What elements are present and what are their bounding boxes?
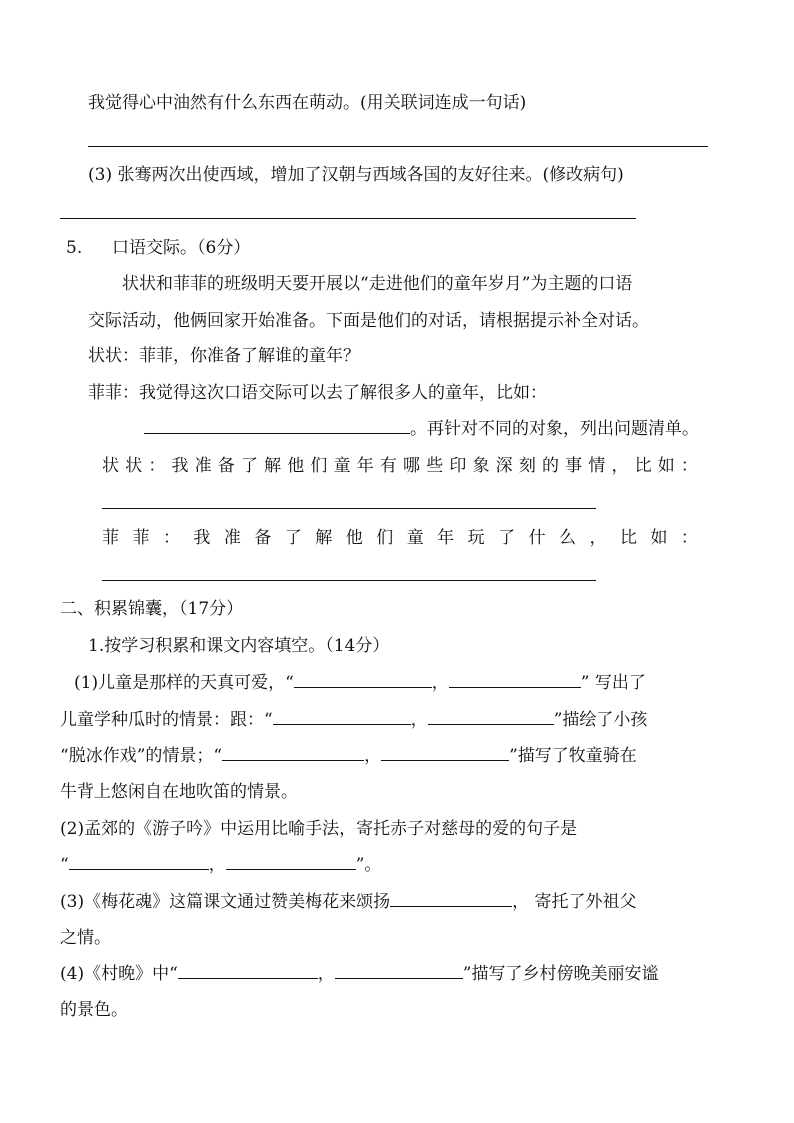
fill-1-line-1: [74, 672, 646, 694]
text: ，: [208, 855, 226, 875]
dialog-char: 菲: [102, 528, 119, 548]
text: 儿童学种瓜时的情景：跟：“: [60, 710, 273, 730]
dialog-char: 玩: [467, 528, 485, 548]
dialog-char: 么: [559, 528, 577, 548]
dialog-char: ：: [680, 456, 698, 476]
dialog-char: 状: [102, 456, 119, 476]
dialog-char: 童: [406, 528, 424, 548]
text: ” 写出了: [580, 673, 646, 693]
text: ”描绘了小孩: [553, 710, 648, 730]
text: (1)儿童是那样的天真可爱，“: [74, 673, 294, 693]
text: “脱冰作戏”的情景；“: [60, 746, 223, 766]
dialog-char: 他: [287, 456, 305, 476]
fill-blank[interactable]: [335, 964, 463, 979]
text: ”。: [355, 855, 382, 875]
dialog-char: 印: [449, 456, 467, 476]
fill-blank[interactable]: [294, 673, 432, 688]
dialog-zhuangzhuang-2: [102, 455, 698, 477]
dialog-char: 了: [240, 456, 258, 476]
dialog-char: 情: [588, 456, 606, 476]
answer-line[interactable]: [60, 218, 636, 219]
fill-blank[interactable]: [226, 855, 356, 870]
dialog-char: 准: [194, 456, 212, 476]
text: ，: [431, 673, 449, 693]
dialog-char: 象: [472, 456, 490, 476]
q5-number: 5.: [66, 238, 83, 258]
fill-blank[interactable]: [69, 855, 209, 870]
dialog-char: 深: [495, 456, 513, 476]
dialog-char: 菲: [132, 528, 150, 548]
answer-line[interactable]: [102, 580, 596, 581]
dialog-char: 备: [254, 528, 272, 548]
dialog-char: ：: [162, 528, 180, 548]
text: ”描写了牧童骑在: [509, 746, 637, 766]
dialog-char: 哪: [403, 456, 421, 476]
fill-4-line-2: 的景色。: [60, 1000, 128, 1020]
text: (3)《梅花魂》这篇课文通过赞美梅花来颂扬: [60, 892, 391, 912]
dialog-char: 备: [217, 456, 235, 476]
fill-blank[interactable]: [222, 746, 364, 761]
dialog-char: 的: [541, 456, 559, 476]
fill-1-line-3: [60, 745, 637, 767]
dialog-char: ：: [680, 528, 698, 548]
dialog-char: 比: [634, 456, 652, 476]
dialog-char: 年: [437, 528, 455, 548]
text: ”描写了乡村傍晚美丽安谧: [462, 964, 659, 984]
q5-intro-line-1: 状状和菲菲的班级明天要开展以“走进他们的童年岁月”为主题的口语: [122, 274, 633, 294]
fill-blank[interactable]: [144, 419, 410, 434]
text: ，: [317, 964, 335, 984]
text: “: [60, 855, 69, 875]
dialog-char: 解: [264, 456, 282, 476]
text: ，: [364, 746, 382, 766]
fill-blank[interactable]: [381, 746, 509, 761]
dialog-char: 什: [528, 528, 546, 548]
dialog-char: 们: [376, 528, 394, 548]
fill-3-line-2: 之情。: [60, 928, 111, 948]
dialog-feifei-1-cont: [144, 418, 699, 440]
text: ，: [410, 710, 428, 730]
dialog-char: ，: [589, 528, 607, 548]
q4-sentence-fix: (3) 张骞两次出使西域，增加了汉朝与西域各国的友好往来。(修改病句): [88, 165, 624, 185]
fill-3-line-1: [60, 891, 637, 913]
dialog-char: 们: [310, 456, 328, 476]
dialog-char: ：: [148, 456, 166, 476]
dialog-char: 状: [125, 456, 143, 476]
fill-blank[interactable]: [449, 673, 581, 688]
dialog-char: 了: [284, 528, 302, 548]
q5-intro-line-2: 交际活动，他俩回家开始准备。下面是他们的对话，请根据提示补全对话。: [88, 311, 649, 331]
dialog-char: 解: [315, 528, 333, 548]
q4-sentence-connect: 我觉得心中油然有什么东西在萌动。(用关联词连成一句话): [88, 93, 527, 113]
section2-sub1: 1.按学习积累和课文内容填空。（14分）: [88, 636, 390, 656]
fill-4-line-1: [60, 963, 658, 985]
dialog-char: 刻: [518, 456, 536, 476]
dialog-char: 了: [498, 528, 516, 548]
dialog-char: 我: [171, 456, 189, 476]
dialog-char: ，: [611, 456, 629, 476]
text: ， 寄托了外祖父: [512, 892, 637, 912]
dialog-char: 年: [356, 456, 374, 476]
dialog-char: 童: [333, 456, 351, 476]
dialog-char: 我: [193, 528, 211, 548]
dialog-feifei-2: [102, 527, 698, 549]
fill-blank[interactable]: [428, 710, 554, 725]
dialog-char: 事: [565, 456, 583, 476]
fill-blank[interactable]: [178, 964, 318, 979]
dialog-feifei-1-tail: 。再针对不同的对象，列出问题清单。: [410, 419, 699, 439]
dialog-char: 些: [426, 456, 444, 476]
fill-1-line-2: [60, 709, 647, 731]
dialog-zhuangzhuang-1: 状状：菲菲，你准备了解谁的童年？: [88, 346, 360, 366]
fill-2-line-2: [60, 854, 381, 876]
dialog-char: 准: [223, 528, 241, 548]
dialog-char: 他: [345, 528, 363, 548]
text: (4)《村晚》中“: [60, 964, 178, 984]
dialog-char: 如: [650, 528, 668, 548]
answer-line[interactable]: [88, 146, 708, 147]
dialog-feifei-1: 菲菲：我觉得这次口语交际可以去了解很多人的童年，比如：: [88, 383, 547, 403]
q5-title: 口语交际。（6分）: [112, 238, 251, 258]
dialog-char: 如: [657, 456, 675, 476]
fill-blank[interactable]: [273, 710, 411, 725]
section2-title: 二、积累锦囊，（17分）: [60, 599, 244, 619]
dialog-char: 比: [619, 528, 637, 548]
fill-1-line-4: 牛背上悠闲自在地吹笛的情景。: [60, 782, 298, 802]
answer-line[interactable]: [102, 508, 596, 509]
fill-2-line-1: (2)孟郊的《游子吟》中运用比喻手法，寄托赤子对慈母的爱的句子是: [60, 819, 578, 839]
dialog-char: 有: [379, 456, 397, 476]
fill-blank[interactable]: [390, 892, 512, 907]
